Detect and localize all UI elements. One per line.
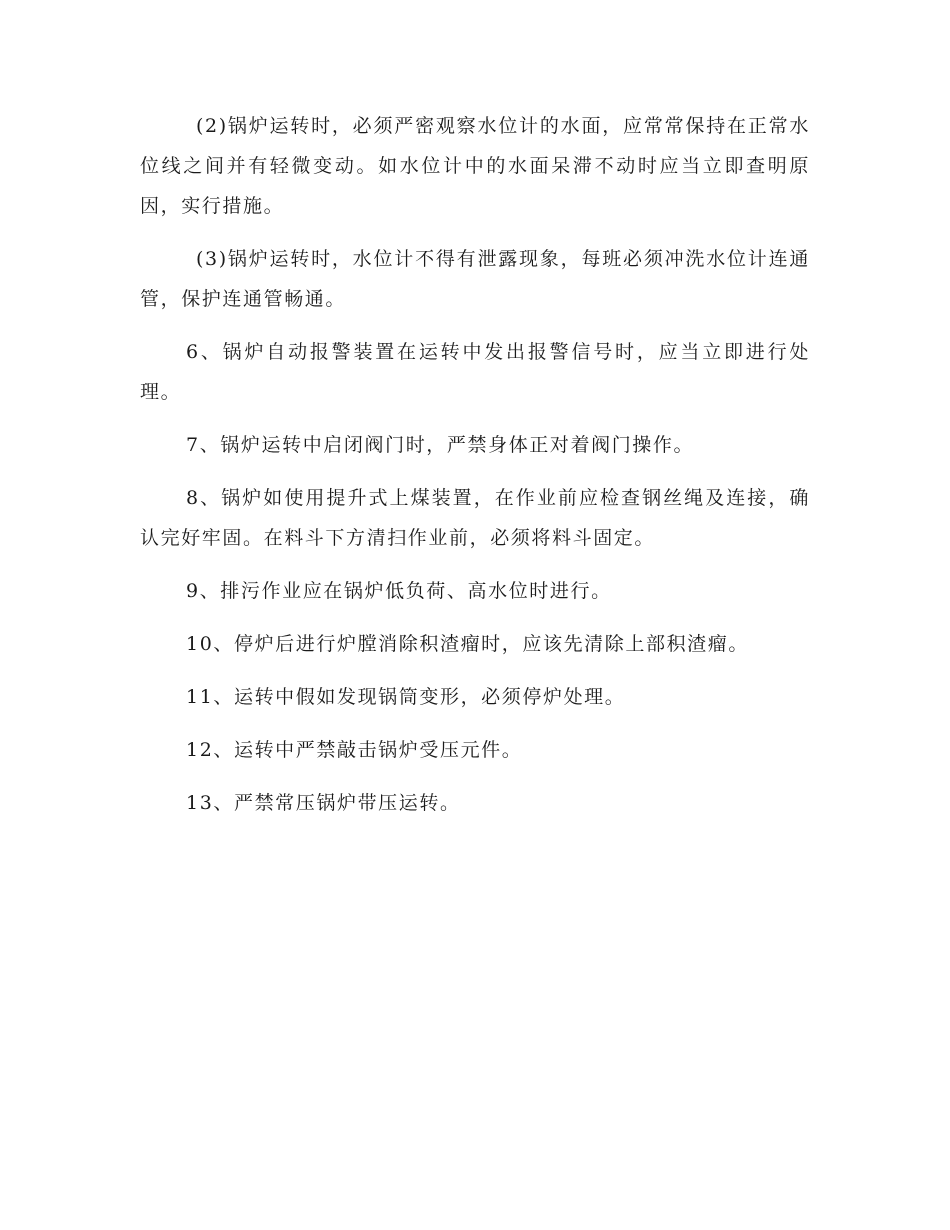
paragraph-rule-13: 13、严禁常压锅炉带压运转。 xyxy=(186,792,461,814)
paragraph-rule-9: 9、排污作业应在锅炉低负荷、高水位时进行。 xyxy=(186,580,612,602)
paragraph-item-2: (2)锅炉运转时，必须严密观察水位计的水面，应常常保持在正常水位线之间并有轻微变动。如水位计中的水面呆滞不动时应当立即查明原因，实行措施。 xyxy=(140,115,810,217)
document-body xyxy=(140,106,810,836)
paragraph-rule-6: 6、锅炉自动报警装置在运转中发出报警信号时，应当立即进行处理。 xyxy=(140,341,810,403)
paragraph-rule-10: 10、停炉后进行炉膛消除积渣瘤时，应该先清除上部积渣瘤。 xyxy=(186,633,749,655)
paragraph-item-3: (3)锅炉运转时，水位计不得有泄露现象，每班必须冲洗水位计连通管，保护连通管畅通。 xyxy=(140,248,810,310)
paragraph-rule-8: 8、锅炉如使用提升式上煤装置，在作业前应检查钢丝绳及连接，确认完好牢固。在料斗下方清扫作业前，必须将料斗固定。 xyxy=(140,487,810,549)
paragraph-rule-7: 7、锅炉运转中启闭阀门时，严禁身体正对着阀门操作。 xyxy=(186,434,695,456)
paragraph-rule-12: 12、运转中严禁敲击锅炉受压元件。 xyxy=(186,739,523,761)
paragraph-rule-11: 11、运转中假如发现锅筒变形，必须停炉处理。 xyxy=(186,686,626,708)
